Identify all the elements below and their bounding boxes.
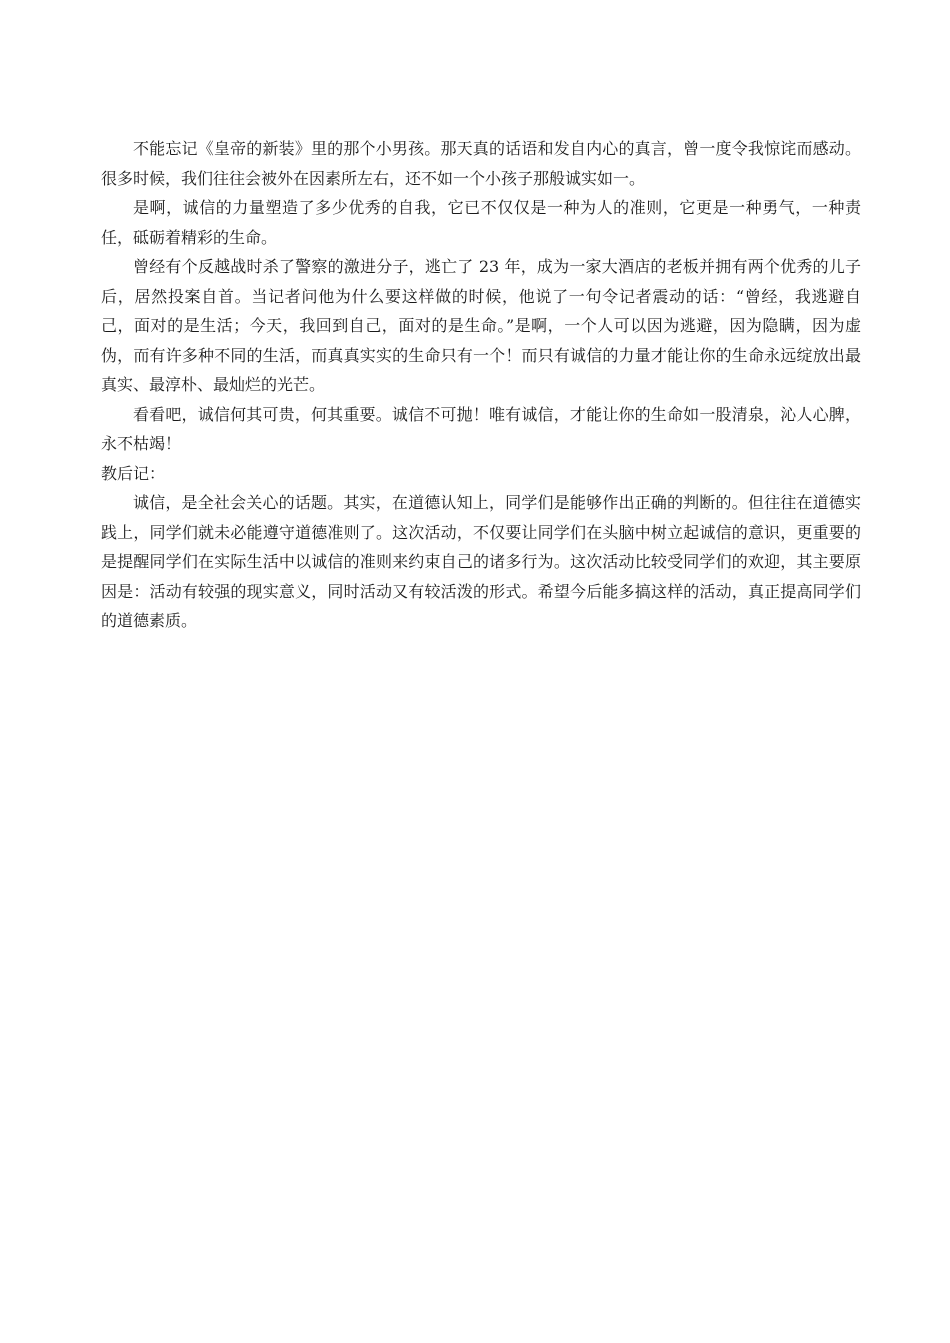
- paragraph-conclusion: 看看吧，诚信何其可贵，何其重要。诚信不可抛！唯有诚信，才能让你的生命如一股清泉，沁人心脾，永不枯竭！: [101, 404, 861, 453]
- paragraph-power-of-honesty: 是啊，诚信的力量塑造了多少优秀的自我，它已不仅仅是一种为人的准则，它更是一种勇气，一种责任，砥砺着精彩的生命。: [101, 198, 861, 247]
- document-body: [101, 134, 861, 636]
- afterword-paragraph: 诚信，是全社会关心的话题。其实，在道德认知上，同学们是能够作出正确的判断的。但往往在道德实践上，同学们就未必能遵守道德准则了。这次活动，不仅要让同学们在头脑中树立起诚信的意识，更重要的是提醒同学们在实际生活中以诚信的准则来约束自己的诸多行为。这次活动比较受同学们的欢迎，其主要原因是：活动有较强的现实意义，同时活动又有较活泼的形式。希望今后能多搞这样的活动，真正提高同学们的道德素质。: [101, 493, 861, 630]
- afterword-heading: 教后记：: [101, 463, 166, 483]
- paragraph-emperor-new-clothes: 不能忘记《皇帝的新装》里的那个小男孩。那天真的话语和发自内心的真言，曾一度令我惊诧而感动。很多时候，我们往往会被外在因素所左右，还不如一个小孩子那般诚实如一。: [101, 139, 861, 188]
- paragraph-fugitive-story: 曾经有个反越战时杀了警察的激进分子，逃亡了 23 年，成为一家大酒店的老板并拥有两个优秀的儿子后，居然投案自首。当记者问他为什么要这样做的时候，他说了一句令记者震动的话：“曾经，我逃避自己，面对的是生活；今天，我回到自己，面对的是生命。”是啊，一个人可以因为逃避，因为隐瞒，因为虚伪，而有许多种不同的生活，而真真实实的生命只有一个！而只有诚信的力量才能让你的生命永远绽放出最真实、最淳朴、最灿烂的光芒。: [101, 257, 861, 394]
